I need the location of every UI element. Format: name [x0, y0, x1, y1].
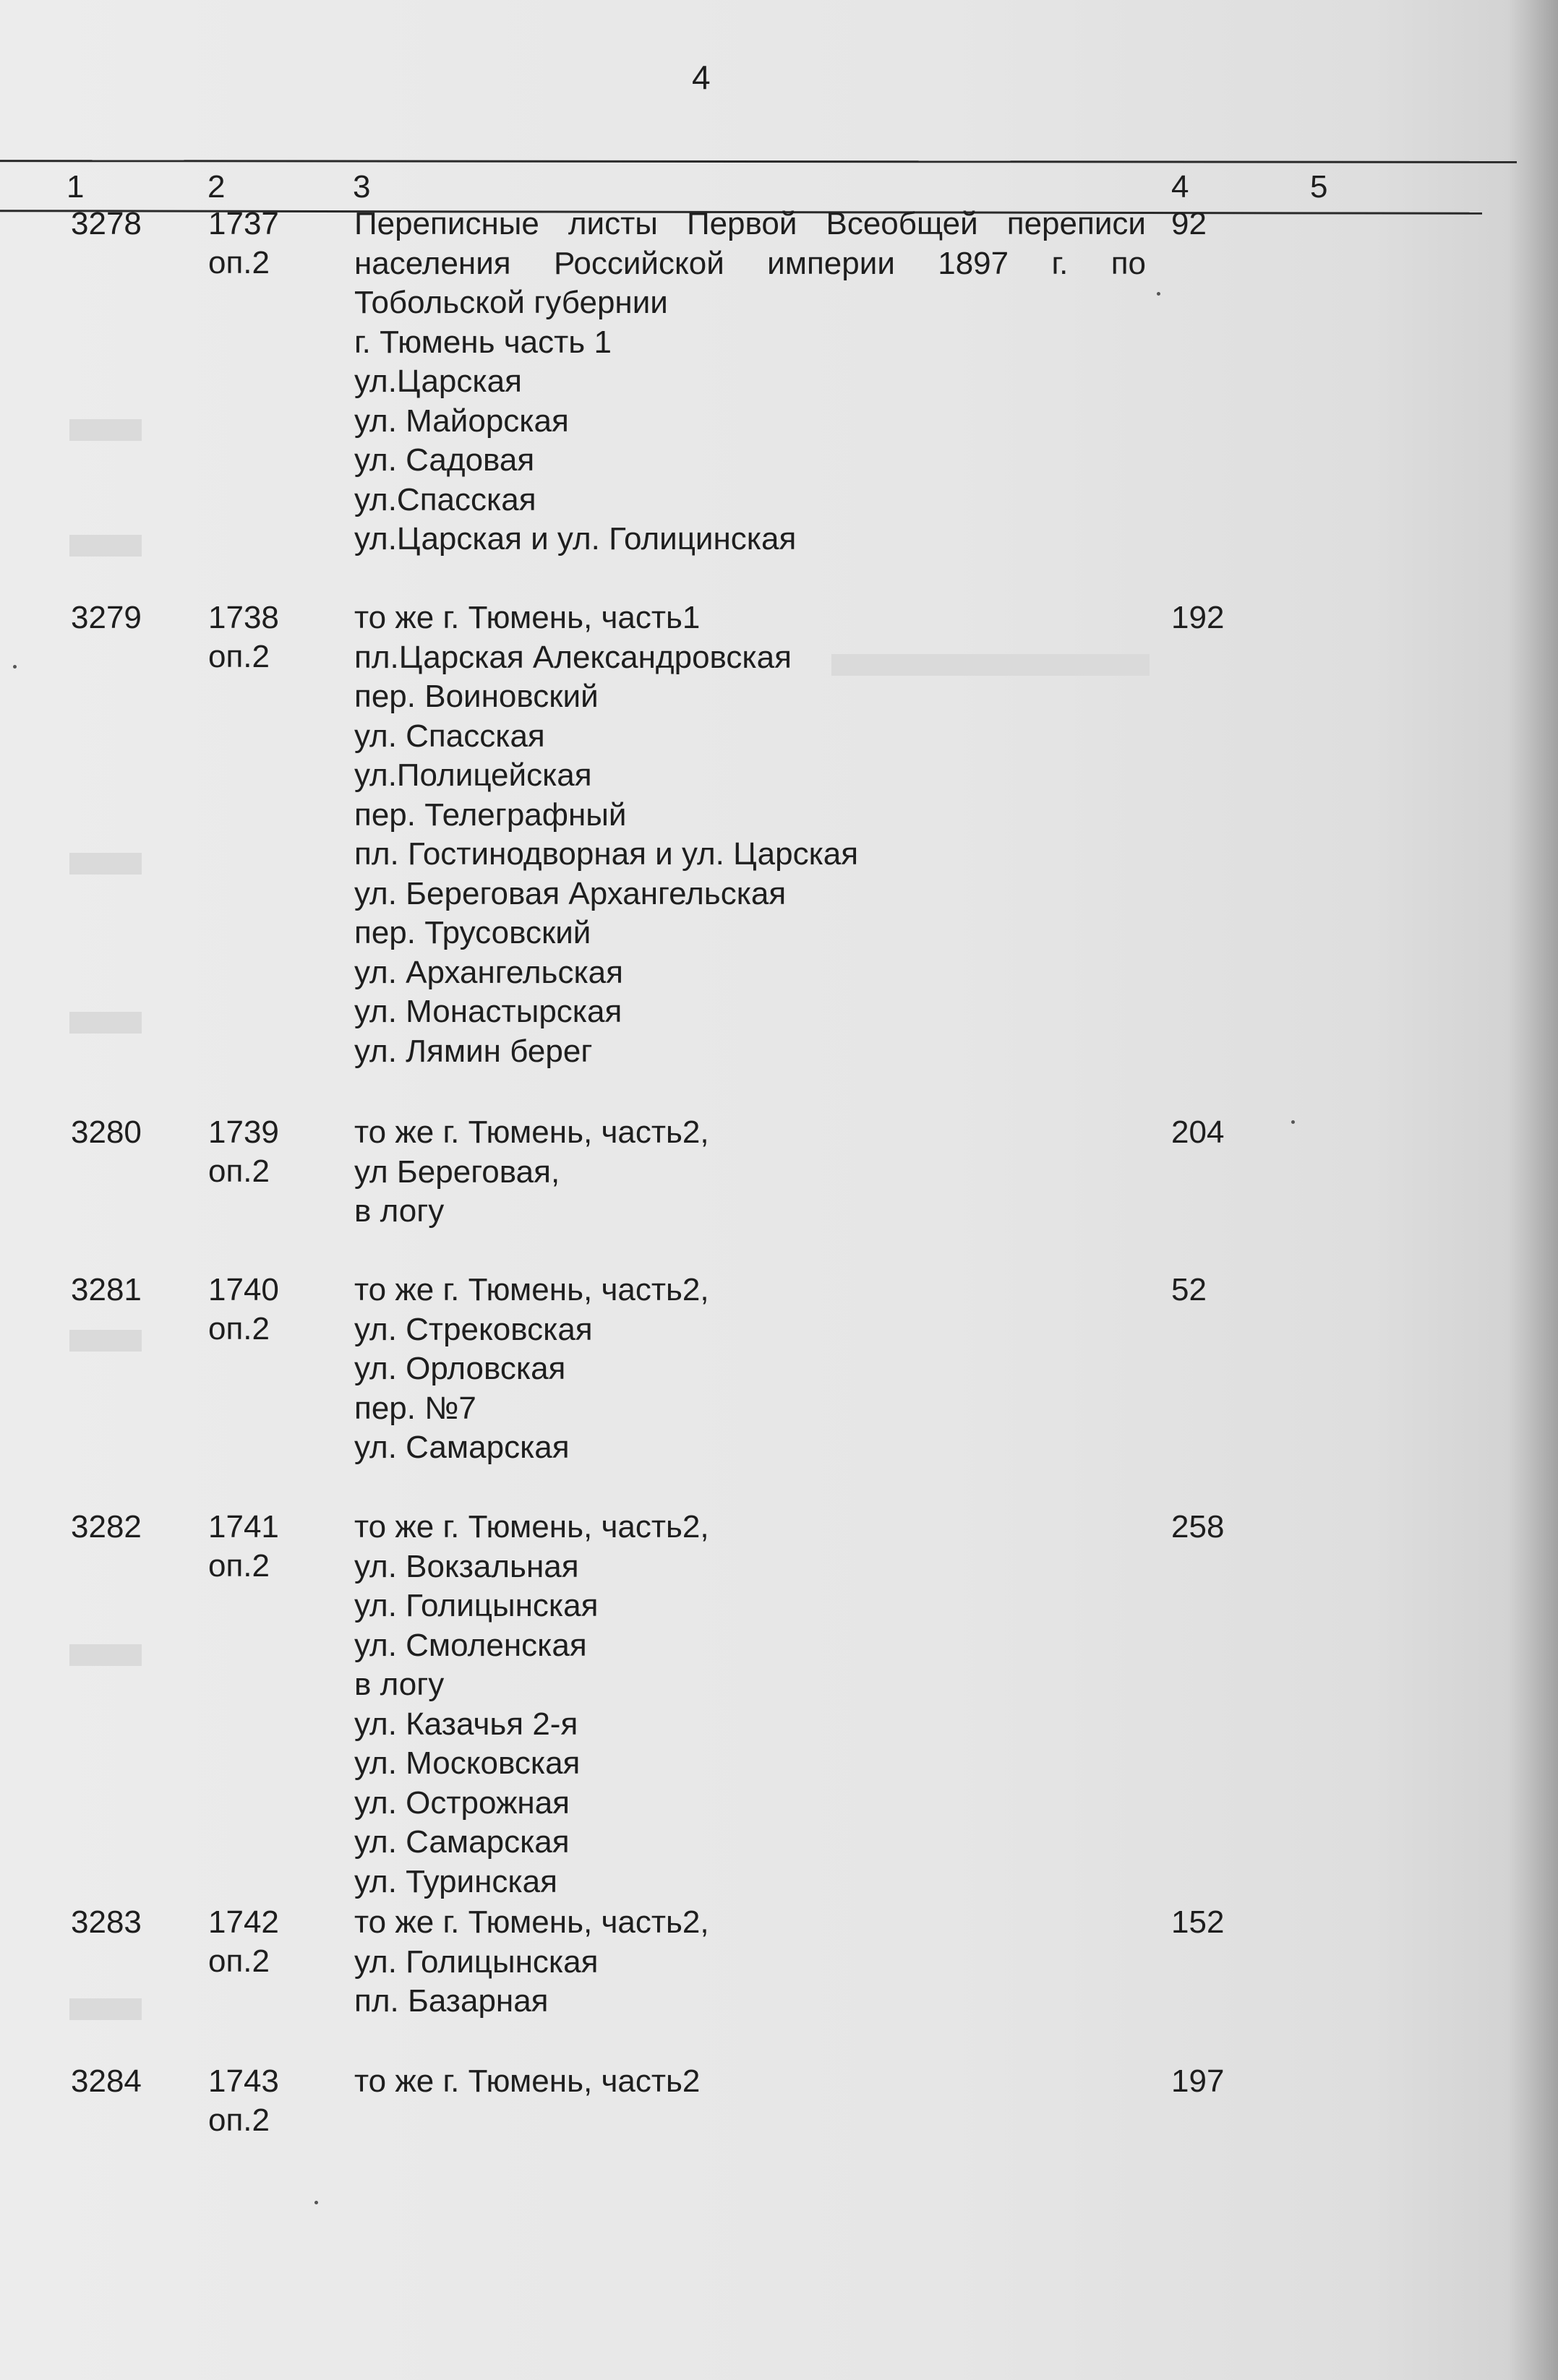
description-line [354, 244, 1146, 284]
description-line: пер. Воиновский [354, 679, 599, 714]
description-line: пер. Телеграфный [354, 796, 627, 833]
entry-number: 3281 [71, 1272, 142, 1307]
description-line: ул. Голицынская [354, 1588, 599, 1623]
entry-sheet-count: 52 [1171, 1272, 1207, 1307]
entry-sheet-count: 92 [1171, 206, 1207, 241]
scan-speck [1291, 1120, 1295, 1124]
description-line: ул. Орловская [354, 1351, 566, 1386]
bleed-through-mark [69, 1012, 142, 1034]
scan-speck [314, 2201, 318, 2204]
description-word: Российской [553, 245, 724, 281]
description-line: г. Тюмень часть 1 [354, 324, 612, 360]
description-line: то же г. Тюмень, часть2, [354, 1509, 709, 1545]
description-line: в логу [354, 1193, 445, 1229]
entry-description [354, 1271, 1146, 1468]
description-word: переписи [1006, 206, 1146, 241]
entry-opis: оп.2 [208, 2102, 270, 2138]
entry-sheet-count: 152 [1171, 1904, 1225, 1940]
entry-sheet-count: 197 [1171, 2063, 1225, 2099]
description-line: то же г. Тюмень, часть2 [354, 2063, 701, 2099]
entry-number: 3279 [71, 600, 142, 635]
description-line: ул. Майорская [354, 403, 569, 439]
page-number: 4 [692, 59, 711, 96]
entry-opis: оп.2 [208, 639, 270, 674]
description-word: населения [354, 245, 511, 281]
description-line: ул. Самарская [354, 1430, 570, 1465]
entry-opis: оп.2 [208, 1154, 270, 1189]
entry-fund-cell [208, 1508, 279, 1586]
description-line: ул.Спасская [354, 481, 536, 517]
description-line: пер. Трусовский [354, 915, 591, 950]
description-line: ул Береговая, [354, 1154, 560, 1190]
description-line: ул. Архангельская [354, 954, 623, 990]
entry-fund: 1743 [208, 2063, 279, 2099]
entry-number: 3284 [71, 2063, 142, 2099]
description-line: пл.Царская Александровская [354, 639, 792, 675]
entry-number: 3278 [71, 206, 142, 241]
entry-fund: 1737 [208, 206, 279, 241]
description-line: ул. Туринская [354, 1863, 557, 1899]
description-word: по [1110, 245, 1146, 281]
description-line: ул.Царская и ул. Голицинская [354, 521, 797, 557]
entry-fund: 1739 [208, 1114, 279, 1150]
entry-description [354, 2062, 1146, 2102]
description-line: ул. Садовая [354, 442, 535, 478]
entry-opis: оп.2 [208, 1311, 270, 1346]
description-line: ул. Лямин берег [354, 1033, 593, 1069]
column-header-4: 4 [1171, 169, 1189, 205]
entry-fund-cell [208, 2062, 279, 2140]
entry-sheet-count: 192 [1171, 600, 1225, 635]
description-line: ул. Острожная [354, 1784, 570, 1821]
book-spine-shadow [1507, 0, 1558, 2380]
entry-number: 3282 [71, 1509, 142, 1545]
description-word: империи [767, 245, 895, 281]
description-word: Переписные [354, 206, 539, 241]
description-line: ул. Голицынская [354, 1943, 599, 1980]
description-line: Тобольской губернии [354, 285, 668, 320]
bleed-through-mark [69, 419, 142, 441]
description-line: в логу [354, 1667, 445, 1702]
description-line: то же г. Тюмень, часть2, [354, 1904, 709, 1940]
column-header-3: 3 [353, 169, 371, 205]
entry-fund: 1742 [208, 1904, 279, 1940]
description-line: то же г. Тюмень, часть2, [354, 1272, 709, 1307]
entry-number: 3283 [71, 1904, 142, 1940]
entry-number: 3280 [71, 1114, 142, 1150]
column-header-1: 1 [67, 169, 85, 205]
bleed-through-mark [69, 1330, 142, 1352]
description-word: Всеобщей [826, 206, 978, 241]
description-line: пер. №7 [354, 1390, 476, 1426]
bleed-through-mark [69, 1644, 142, 1666]
entry-description [354, 1903, 1146, 2022]
scan-speck [1157, 292, 1160, 296]
description-line [354, 205, 1146, 244]
description-line: ул.Полицейская [354, 757, 592, 793]
bleed-through-mark [69, 853, 142, 875]
table-header-top-rule [0, 160, 1517, 163]
entry-fund-cell [208, 1271, 279, 1349]
entry-fund-cell [208, 598, 279, 676]
entry-description [354, 598, 1146, 1071]
description-line: ул. Спасская [354, 718, 545, 754]
column-header-2: 2 [207, 169, 226, 205]
entry-fund-cell [208, 1113, 279, 1191]
description-line: то же г. Тюмень, часть1 [354, 600, 701, 635]
description-word: Первой [686, 206, 797, 241]
description-line: пл. Гостинодворная и ул. Царская [354, 836, 859, 872]
description-line: ул.Царская [354, 364, 522, 399]
description-line: ул. Монастырская [354, 994, 622, 1029]
entry-description [354, 1113, 1146, 1232]
description-line: ул. Московская [354, 1745, 581, 1781]
description-line: ул. Смоленская [354, 1627, 587, 1663]
entry-sheet-count: 204 [1171, 1114, 1225, 1150]
entry-fund: 1738 [208, 600, 279, 635]
description-line: пл. Базарная [354, 1983, 549, 2019]
entry-fund: 1740 [208, 1272, 279, 1307]
entry-fund-cell [208, 205, 279, 283]
description-line: то же г. Тюмень, часть2, [354, 1114, 709, 1150]
description-word: г. [1051, 245, 1069, 281]
entry-sheet-count: 258 [1171, 1509, 1225, 1545]
description-line: ул. Вокзальная [354, 1548, 579, 1584]
description-word: листы [568, 206, 658, 241]
entry-description [354, 205, 1146, 559]
description-line: ул. Казачья 2-я [354, 1706, 578, 1742]
entry-opis: оп.2 [208, 245, 270, 280]
description-line: ул. Стрековская [354, 1311, 593, 1347]
bleed-through-mark [69, 1998, 142, 2020]
entry-opis: оп.2 [208, 1548, 270, 1584]
column-header-5: 5 [1310, 169, 1328, 205]
scan-speck [13, 665, 17, 669]
entry-opis: оп.2 [208, 1943, 270, 1979]
entry-fund: 1741 [208, 1509, 279, 1545]
bleed-through-mark [69, 535, 142, 557]
description-line: ул. Береговая Архангельская [354, 875, 787, 911]
entry-fund-cell [208, 1903, 279, 1981]
description-line: ул. Самарская [354, 1824, 570, 1860]
description-word: 1897 [938, 245, 1009, 281]
entry-description [354, 1508, 1146, 1902]
